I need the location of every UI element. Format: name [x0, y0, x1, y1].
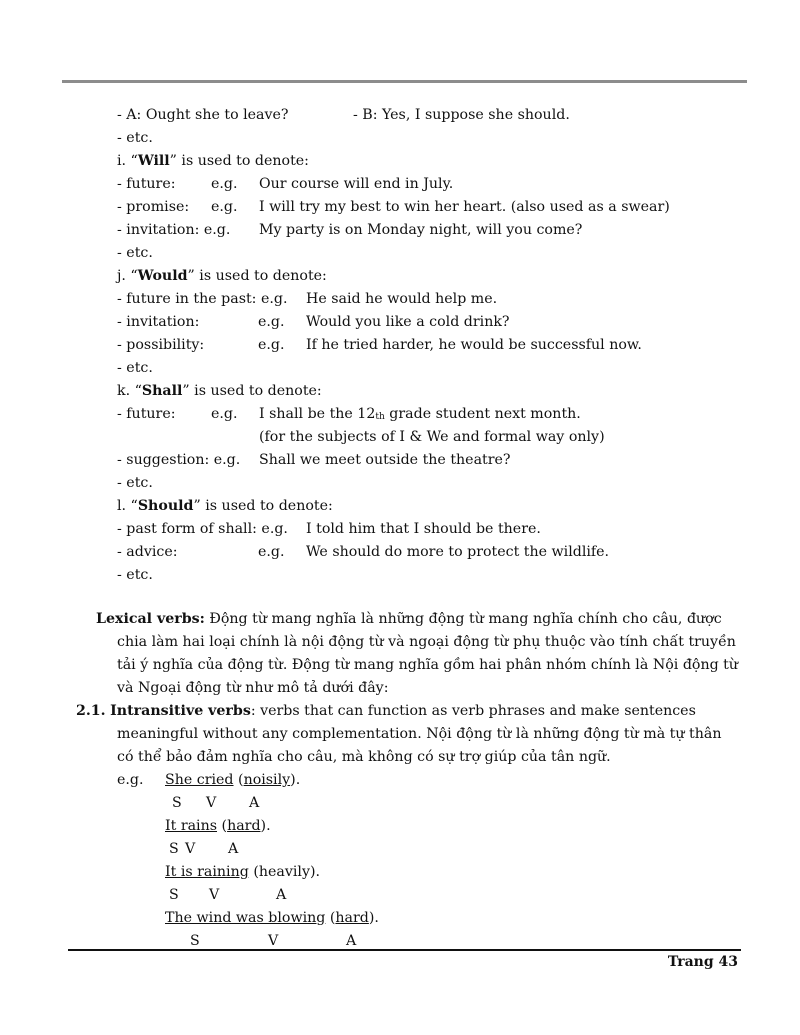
- intransitive-line-1: 2.1. Intransitive verbs: verbs that can function as verb phrases and make sentences: [76, 703, 696, 719]
- example-sentence: It rains (hard).: [165, 818, 271, 834]
- example-sentence: She cried (noisily).: [165, 772, 301, 788]
- verb-tag: V: [185, 841, 196, 857]
- adverbial-tag: A: [276, 887, 287, 903]
- verb-tag: V: [268, 933, 279, 949]
- would-row-text: If he tried harder, he would be successful now.: [306, 337, 642, 353]
- shall-suggestion-label: - suggestion: e.g.: [117, 452, 241, 468]
- will-row-eg: e.g.: [211, 176, 238, 192]
- header-rule: [62, 80, 747, 83]
- etc-text: - etc.: [117, 567, 153, 583]
- example-ought-b: - B: Yes, I suppose she should.: [353, 107, 570, 123]
- will-row-eg: e.g.: [211, 199, 238, 215]
- will-row-label: - invitation: e.g.: [117, 222, 231, 238]
- verb-tag: V: [206, 795, 217, 811]
- subject-tag: S: [190, 933, 200, 949]
- example-sentence: The wind was blowing (hard).: [165, 910, 379, 926]
- would-row-text: Would you like a cold drink?: [306, 314, 510, 330]
- example-ought-a: - A: Ought she to leave?: [117, 107, 289, 123]
- would-row-label: - possibility:: [117, 337, 205, 353]
- would-row-eg: e.g.: [258, 314, 285, 330]
- lexical-line-4: và Ngoại động từ như mô tả dưới đây:: [117, 680, 389, 696]
- should-row-label: - advice:: [117, 544, 178, 560]
- shall-future-text: I shall be the $12_{th}$ grade student next month.: [259, 406, 581, 422]
- would-row-text: He said he would help me.: [306, 291, 498, 307]
- should-row-text: We should do more to protect the wildlife.: [306, 544, 610, 560]
- will-row-text: My party is on Monday night, will you come?: [259, 222, 583, 238]
- will-row-label: - promise:: [117, 199, 190, 215]
- page-number: Trang 43: [667, 954, 738, 970]
- intransitive-line-3: có thể bảo đảm nghĩa cho câu, mà không có sự trợ giúp của tân ngữ.: [117, 749, 611, 765]
- would-heading: j. “Would” is used to denote:: [117, 268, 327, 284]
- adverbial-tag: A: [228, 841, 239, 857]
- would-row-label: - invitation:: [117, 314, 200, 330]
- adverbial-tag: A: [346, 933, 357, 949]
- lexical-line-1: Lexical verbs: Động từ mang nghĩa là những động từ mang nghĩa chính cho câu, được: [96, 611, 722, 627]
- example-eg-label: e.g.: [117, 772, 144, 788]
- intransitive-line-2: meaningful without any complementation. Nội động từ là những động từ mà tự thân: [117, 726, 722, 742]
- shall-future-label: - future:: [117, 406, 176, 422]
- verb-tag: V: [209, 887, 220, 903]
- example-sentence: It is raining (heavily).: [165, 864, 321, 880]
- etc-text: - etc.: [117, 245, 153, 261]
- shall-future-note: (for the subjects of I & We and formal way only): [259, 429, 605, 445]
- should-row-eg: e.g.: [258, 544, 285, 560]
- should-row-label: - past form of shall: e.g.: [117, 521, 288, 537]
- will-heading: i. “Will” is used to denote:: [117, 153, 309, 169]
- will-row-label: - future:: [117, 176, 176, 192]
- footer-rule: [68, 949, 741, 951]
- will-row-text: I will try my best to win her heart. (also used as a swear): [259, 199, 670, 215]
- lexical-line-3: tải ý nghĩa của động từ. Động từ mang nghĩa gồm hai phân nhóm chính là Nội động từ: [117, 657, 739, 673]
- etc-text: - etc.: [117, 475, 153, 491]
- lexical-line-2: chia làm hai loại chính là nội động từ và ngoại động từ phụ thuộc vào tính chất truyền: [117, 634, 736, 650]
- would-row-label: - future in the past: e.g.: [117, 291, 288, 307]
- shall-suggestion-text: Shall we meet outside the theatre?: [259, 452, 511, 468]
- shall-future-eg: e.g.: [211, 406, 238, 422]
- subject-tag: S: [172, 795, 182, 811]
- would-row-eg: e.g.: [258, 337, 285, 353]
- should-heading: l. “Should” is used to denote:: [117, 498, 333, 514]
- shall-heading: k. “Shall” is used to denote:: [117, 383, 322, 399]
- subject-tag: S: [169, 887, 179, 903]
- should-row-text: I told him that I should be there.: [306, 521, 541, 537]
- will-row-text: Our course will end in July.: [259, 176, 454, 192]
- etc-text: - etc.: [117, 130, 153, 146]
- etc-text: - etc.: [117, 360, 153, 376]
- adverbial-tag: A: [249, 795, 260, 811]
- subject-tag: S: [169, 841, 179, 857]
